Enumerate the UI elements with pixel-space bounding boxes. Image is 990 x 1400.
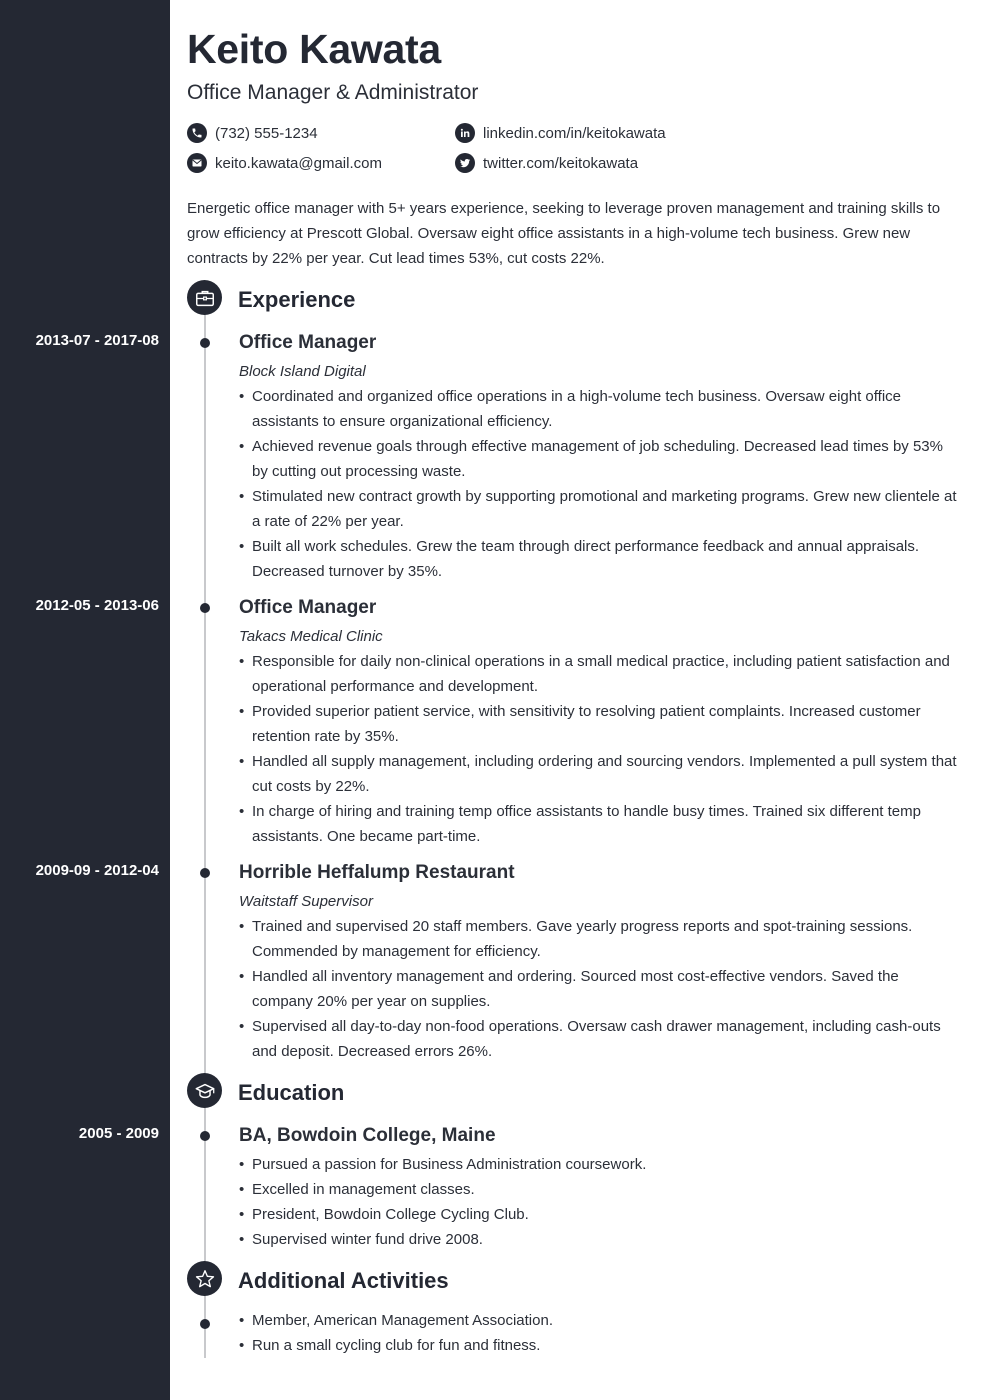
education-bullets (239, 1152, 959, 1252)
bullet-item: • Supervised winter fund drive 2008. (239, 1227, 959, 1252)
linkedin-text[interactable]: linkedin.com/in/keitokawata (483, 124, 666, 142)
job-headline: Office Manager & Administrator (187, 81, 479, 104)
bullet-item: • Pursued a passion for Business Administration coursework. (239, 1152, 959, 1177)
job-date: 2012-05 - 2013-06 (35, 597, 159, 614)
graduation-cap-icon (187, 1073, 222, 1108)
star-icon (187, 1261, 222, 1296)
bullet-item: • Built all work schedules. Grew the team through direct performance feedback and annual appraisals. Decreased turnover by 35%. (239, 534, 959, 584)
job-company: Block Island Digital (239, 363, 366, 380)
bullet-item: • Run a small cycling club for fun and fitness. (239, 1333, 959, 1358)
job-bullets (239, 914, 959, 1064)
contact-email (187, 153, 382, 173)
section-title-experience: Experience (238, 287, 356, 312)
sidebar (0, 0, 170, 1400)
candidate-name: Keito Kawata (187, 26, 441, 72)
job-company: Takacs Medical Clinic (239, 628, 383, 645)
timeline-line (204, 300, 206, 1358)
job-date: 2009-09 - 2012-04 (35, 862, 159, 879)
summary-paragraph: Energetic office manager with 5+ years experience, seeking to leverage proven management and training skills to grow efficiency at Prescott Global. Oversaw eight office assistants in a high-volume tech business. Grew new contracts by 22% per year. Cut lead times 53%, cut costs 22%. (187, 200, 941, 267)
phone-text: (732) 555-1234 (215, 124, 318, 142)
contact-phone (187, 123, 318, 143)
bullet-item: • In charge of hiring and training temp office assistants to handle busy times. Trained six different temp assistants. One became part-time. (239, 799, 959, 849)
timeline-dot (200, 338, 210, 348)
bullet-item: • Member, American Management Association. (239, 1308, 959, 1333)
bullet-item: • Excelled in management classes. (239, 1177, 959, 1202)
bullet-item: • President, Bowdoin College Cycling Club. (239, 1202, 959, 1227)
bullet-item: • Handled all supply management, including ordering and sourcing vendors. Implemented a pull system that cut costs by 22%. (239, 749, 959, 799)
job-company: Waitstaff Supervisor (239, 893, 373, 910)
briefcase-icon (187, 280, 222, 315)
bullet-item: • Stimulated new contract growth by supporting promotional and marketing programs. Grew new clientele at a rate of 22% per year. (239, 484, 959, 534)
degree-title: BA, Bowdoin College, Maine (239, 1125, 496, 1146)
timeline-dot (200, 1319, 210, 1329)
email-text[interactable]: keito.kawata@gmail.com (215, 154, 382, 172)
timeline-dot (200, 1131, 210, 1141)
bullet-item: • Provided superior patient service, with sensitivity to resolving patient complaints. Increased customer retention rate by 35%. (239, 699, 959, 749)
bullet-item: • Handled all inventory management and ordering. Sourced most cost-effective vendors. Saved the company 20% per year on supplies. (239, 964, 959, 1014)
contact-twitter (455, 153, 638, 173)
timeline-dot (200, 868, 210, 878)
phone-icon (187, 123, 207, 143)
timeline-dot (200, 603, 210, 613)
twitter-text[interactable]: twitter.com/keitokawata (483, 154, 639, 172)
job-title: Office Manager (239, 332, 377, 353)
job-date: 2013-07 - 2017-08 (35, 332, 159, 349)
job-title: Office Manager (239, 597, 377, 618)
job-bullets (239, 384, 959, 584)
bullet-item: • Trained and supervised 20 staff members. Gave yearly progress reports and spot-training sessions. Commended by management for efficiency. (239, 914, 959, 964)
bullet-item: • Responsible for daily non-clinical operations in a small medical practice, including patient satisfaction and operational performance and development. (239, 649, 959, 699)
job-bullets (239, 649, 959, 849)
email-icon (187, 153, 207, 173)
activities-bullets (239, 1308, 959, 1358)
bullet-item: • Supervised all day-to-day non-food operations. Oversaw cash drawer management, including cash-outs and deposit. Decreased errors 26%. (239, 1014, 959, 1064)
education-date: 2005 - 2009 (78, 1125, 159, 1142)
section-title-education: Education (238, 1080, 345, 1105)
bullet-item: • Achieved revenue goals through effective management of job scheduling. Decreased lead times by 53% by cutting out processing waste. (239, 434, 959, 484)
bullet-item: • Coordinated and organized office operations in a high-volume tech business. Oversaw eight office assistants to ensure organizational efficiency. (239, 384, 959, 434)
twitter-icon (455, 153, 475, 173)
job-title: Horrible Heffalump Restaurant (239, 862, 515, 883)
contact-linkedin (455, 123, 666, 143)
linkedin-icon (455, 123, 475, 143)
section-title-activities: Additional Activities (238, 1268, 449, 1293)
